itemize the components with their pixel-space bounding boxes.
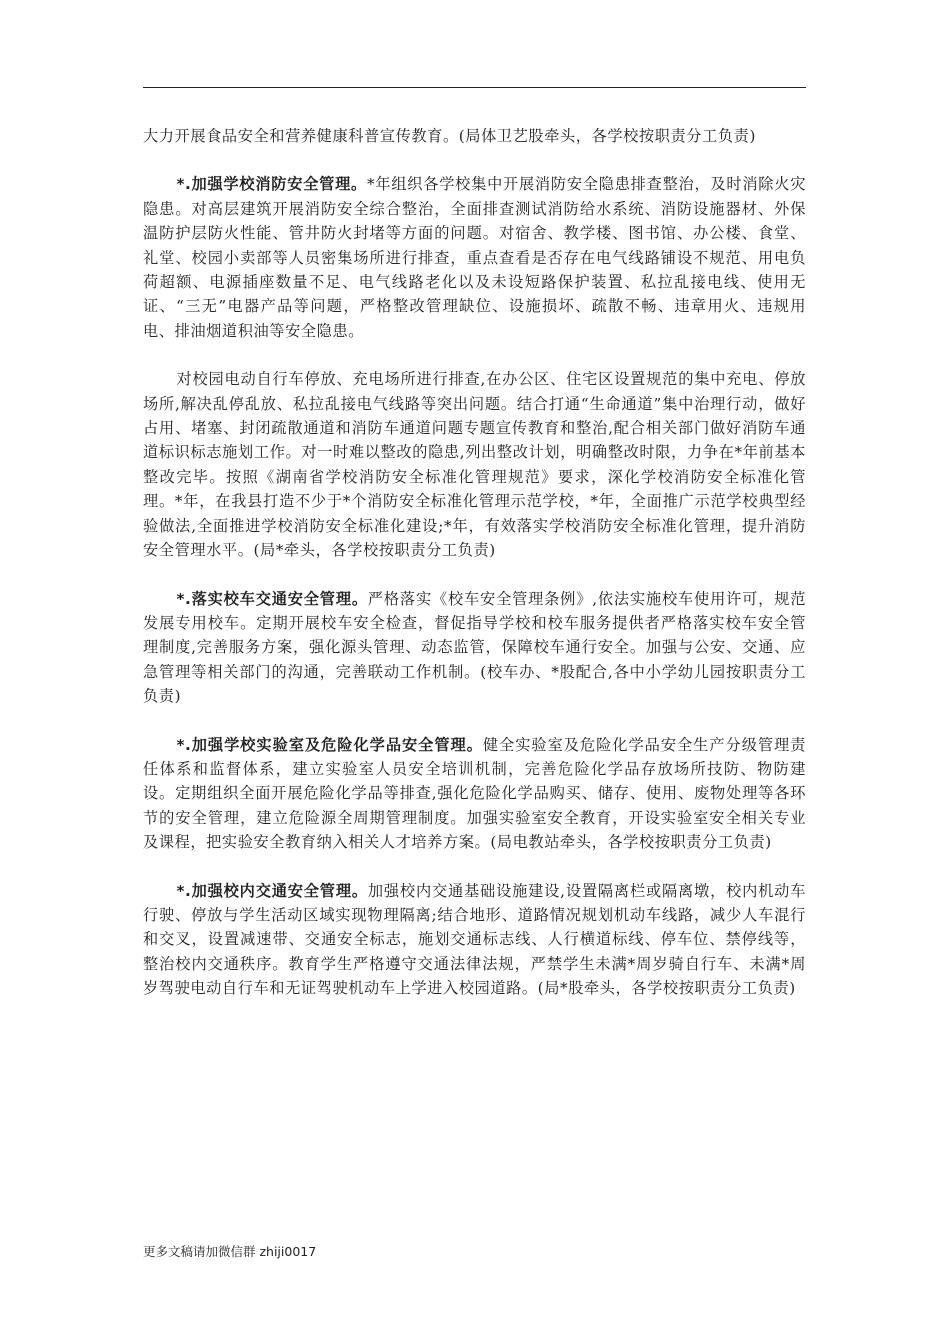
- paragraph-body: 加强校内交通基础设施建设,设置隔离栏或隔离墩，校内机动车行驶、停放与学生活动区域实现物理隔离;结合地形、道路情况规划机动车线路，减少人车混行和交叉，设置减速带、交通安全标志，施划交通标志线、人行横道标线、停车位、禁停线等，整治校内交通秩序。教育学生严格遵守交通法律法规，严禁学生未满*周岁骑自行车、未满*周岁驾驶电动自行车和无证驾驶机动车上学进入校园道路。(局*股牵头，各学校按职责分工负责): [143, 881, 806, 998]
- section-heading: *.加强学校消防安全管理。: [176, 175, 368, 194]
- paragraph-food-safety: [143, 124, 806, 148]
- paragraph-fire-safety: [143, 172, 806, 343]
- section-heading: *.落实校车交通安全管理。: [176, 589, 368, 608]
- document-body: [143, 124, 806, 1025]
- paragraph-body: *年组织各学校集中开展消防安全隐患排查整治，及时消除火灾隐患。对高层建筑开展消防安全综合整治，全面排查测试消防给水系统、消防设施器材、外保温防护层防火性能、管井防火封堵等方面的问题。对宿舍、教学楼、图书馆、办公楼、食堂、礼堂、校园小卖部等人员密集场所进行排查，重点查看是否存在电气线路铺设不规范、用电负荷超额、电源插座数量不足、电气线路老化以及未设短路保护装置、私拉乱接电线、使用无证、“三无”电器产品等问题，严格整改管理缺位、设施损坏、疏散不畅、违章用火、违规用电、排油烟道积油等安全隐患。: [143, 175, 806, 340]
- paragraph-body: 严格落实《校车安全管理条例》,依法实施校车使用许可，规范发展专用校车。定期开展校车安全检查，督促指导学校和校车服务提供者严格落实校车安全管理制度,完善服务方案，强化源头管理、动态监管，保障校车通行安全。加强与公安、交通、应急管理等相关部门的沟通，完善联动工作机制。(校车办、*股配合,各中小学幼儿园按职责分工负责): [143, 589, 806, 706]
- paragraph-body: 大力开展食品安全和营养健康科普宣传教育。(局体卫艺股牵头，各学校按职责分工负责): [143, 127, 756, 145]
- paragraph-ebike-charging: [143, 367, 806, 562]
- footer-note: 更多文稿请加微信群 zhiji0017: [143, 1244, 317, 1259]
- header-rule: [143, 87, 806, 88]
- paragraph-school-bus: [143, 587, 806, 709]
- section-heading: *.加强学校实验室及危险化学品安全管理。: [176, 735, 483, 754]
- section-heading: *.加强校内交通安全管理。: [176, 881, 368, 900]
- paragraph-laboratory: [143, 733, 806, 855]
- paragraph-body: 对校园电动自行车停放、充电场所进行排查,在办公区、住宅区设置规范的集中充电、停放场所,解决乱停乱放、私拉乱接电气线路等突出问题。结合打通“生命通道”集中治理行动，做好占用、堵塞、封闭疏散通道和消防车通道问题专题宣传教育和整治,配合相关部门做好消防车通道标识标志施划工作。对一时难以整改的隐患,列出整改计划，明确整改时限，力争在*年前基本整改完毕。按照《湖南省学校消防安全标准化管理规范》要求，深化学校消防安全标准化管理。*年，在我县打造不少于*个消防安全标准化管理示范学校，*年，全面推广示范学校典型经验做法,全面推进学校消防安全标准化建设;*年，有效落实学校消防安全标准化管理，提升消防安全管理水平。(局*牵头，各学校按职责分工负责): [143, 370, 806, 560]
- paragraph-body: 健全实验室及危险化学品安全生产分级管理责任体系和监督体系，建立实验室人员安全培训机制，完善危险化学品存放场所技防、物防建设。定期组织全面开展危险化学品等排查,强化危险化学品购买、储存、使用、废物处理等各环节的安全管理，建立危险源全周期管理制度。加强实验室安全教育，开设实验室安全相关专业及课程，把实验安全教育纳入相关人才培养方案。(局电教站牵头，各学校按职责分工负责): [143, 735, 806, 852]
- paragraph-campus-traffic: [143, 879, 806, 1001]
